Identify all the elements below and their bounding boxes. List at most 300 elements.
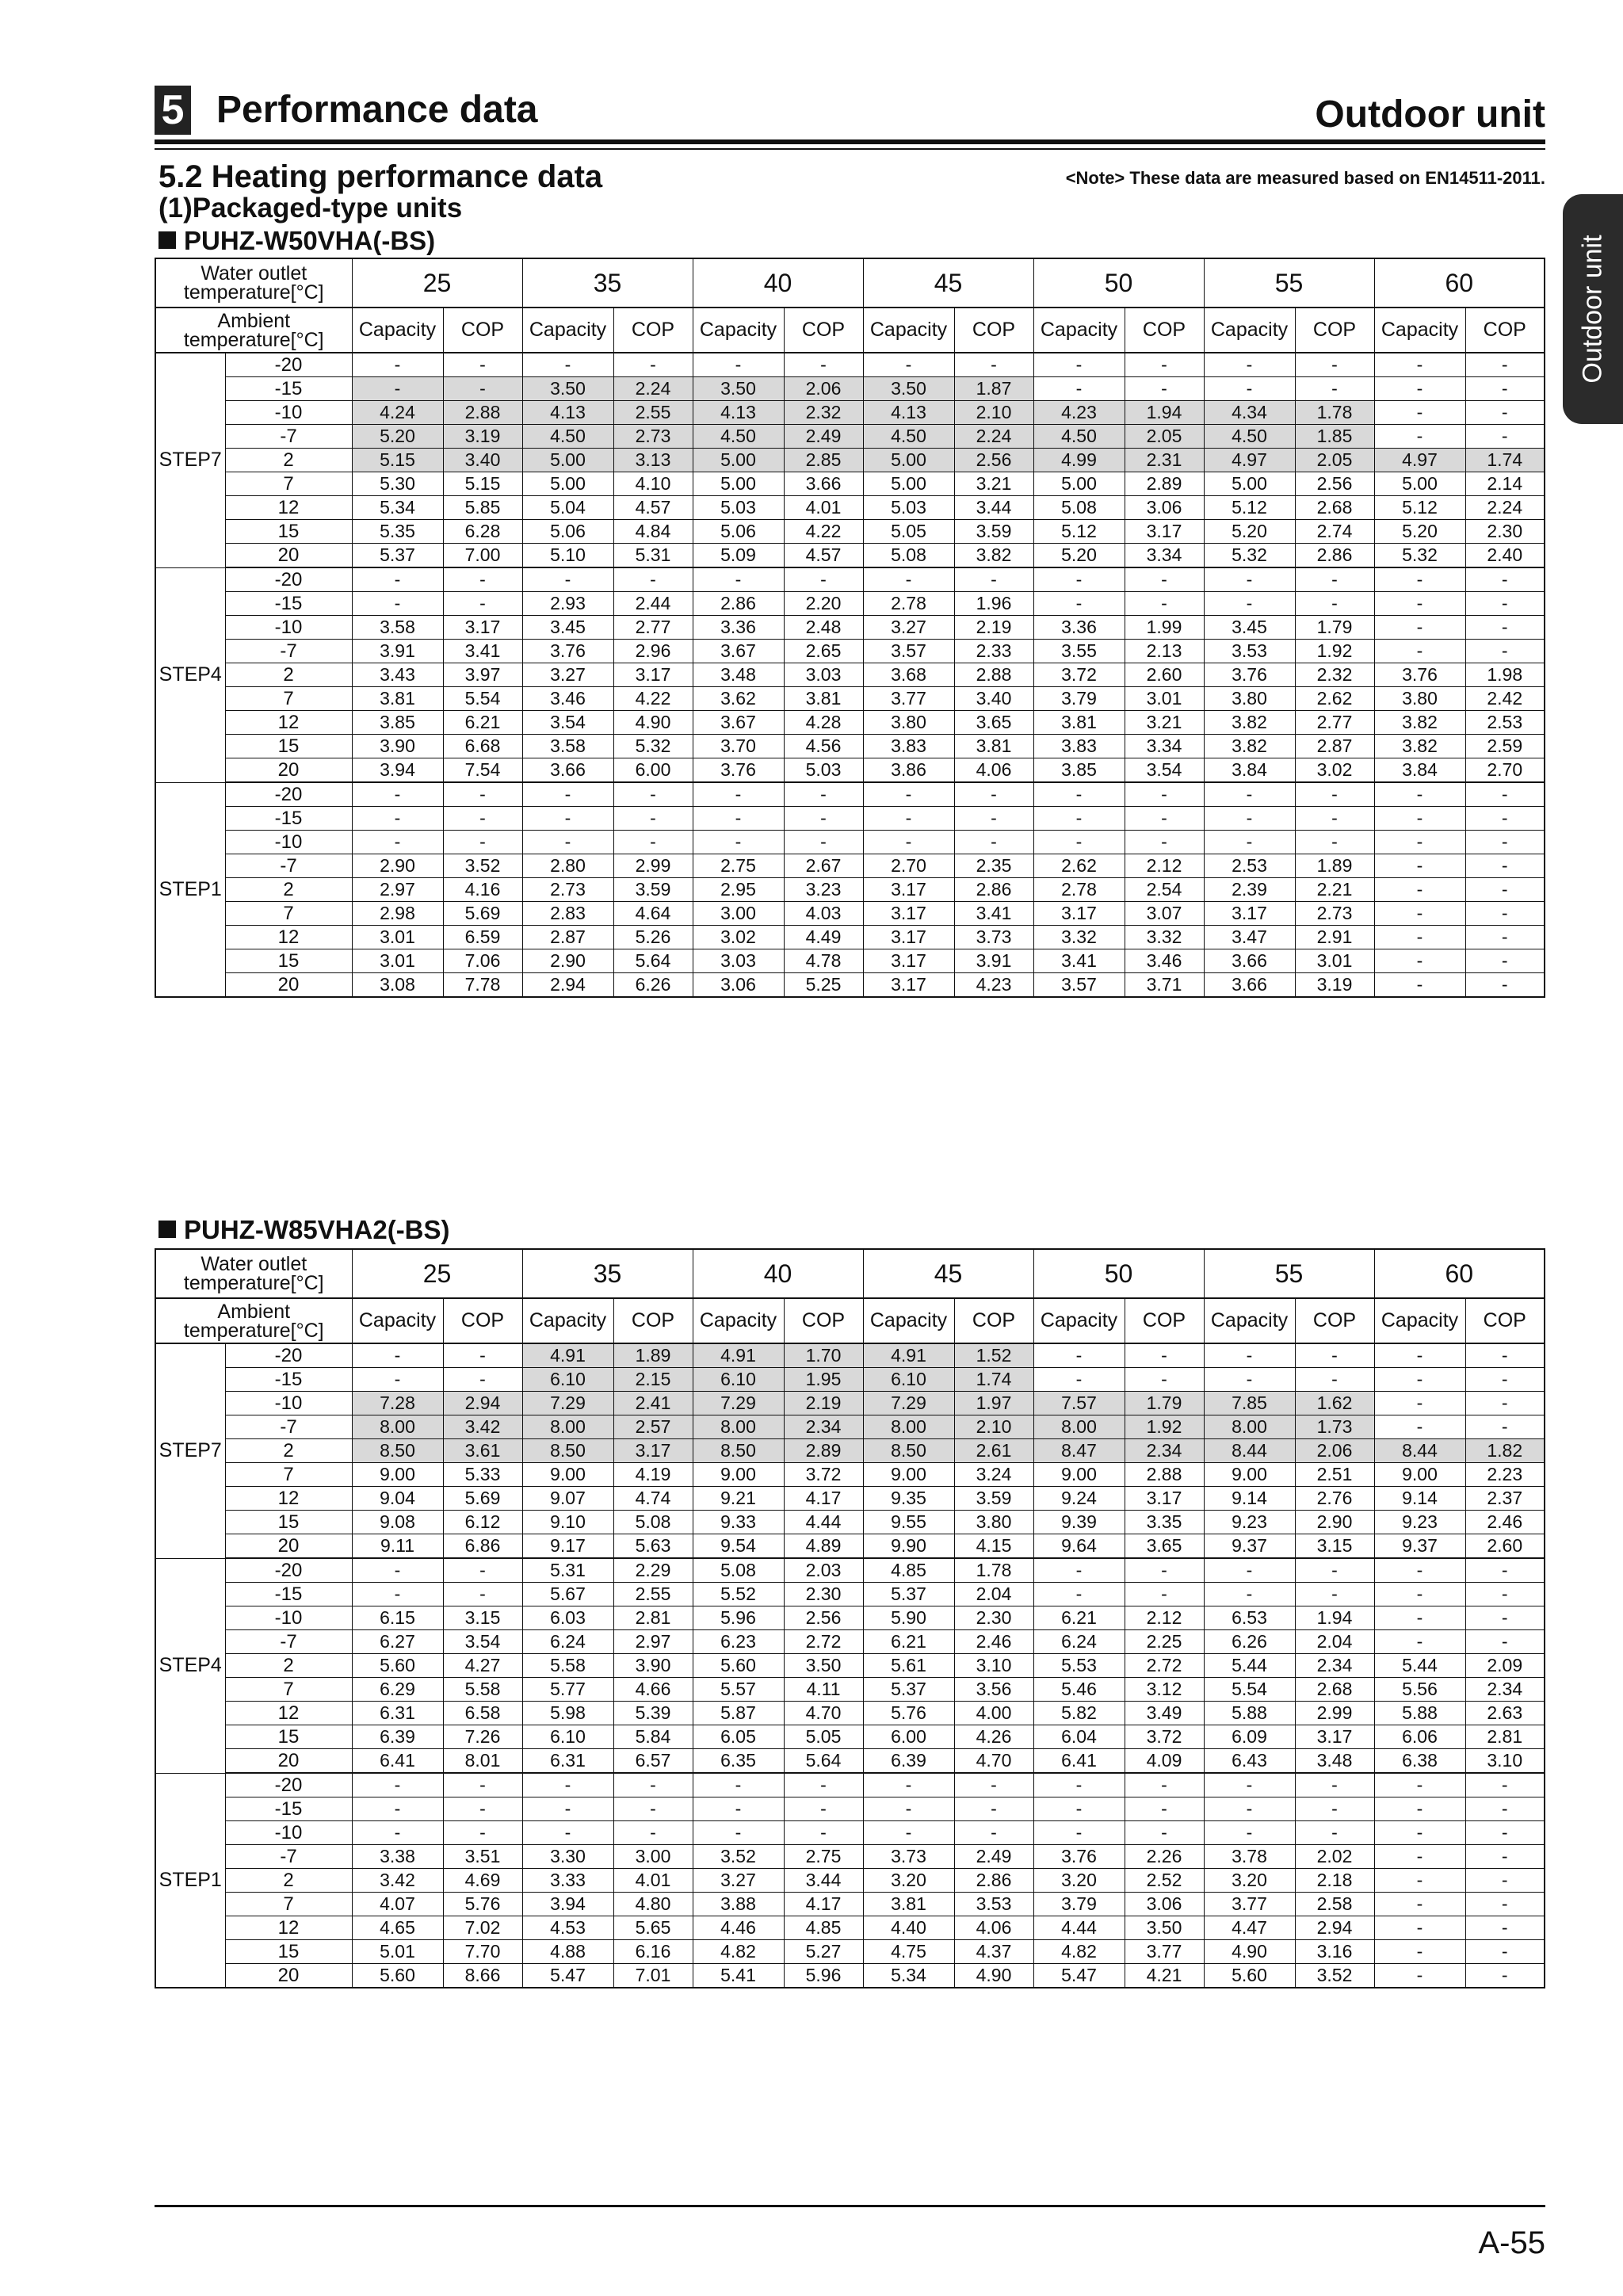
capacity-cell: - (1374, 1845, 1465, 1869)
table-row (155, 1392, 1545, 1415)
cop-cell: 3.50 (1125, 1916, 1204, 1940)
cop-cell: - (1125, 1797, 1204, 1821)
capacity-cell: 4.50 (693, 425, 784, 449)
cop-cell: 2.94 (443, 1392, 522, 1415)
cop-cell: 5.33 (443, 1463, 522, 1487)
capacity-cell: 5.88 (1374, 1702, 1465, 1725)
capacity-cell: 9.17 (522, 1534, 613, 1559)
square-bullet-icon (158, 1221, 176, 1238)
capacity-cell: 3.76 (1204, 663, 1295, 687)
cop-cell: 4.22 (613, 687, 693, 711)
cop-cell: 5.03 (784, 758, 863, 783)
cop-cell: 2.18 (1295, 1869, 1374, 1893)
cop-cell: 2.99 (1295, 1702, 1374, 1725)
cop-cell: 3.48 (1295, 1749, 1374, 1774)
cop-cell: - (784, 782, 863, 807)
cop-cell: 2.77 (1295, 711, 1374, 735)
capacity-cell: 9.14 (1374, 1487, 1465, 1511)
cop-cell: 4.23 (954, 973, 1033, 998)
capacity-cell: 4.07 (352, 1893, 443, 1916)
cop-cell: - (443, 567, 522, 592)
capacity-cell: 6.10 (522, 1368, 613, 1392)
ambient-temp-cell: 15 (225, 520, 352, 544)
capacity-cell: 5.00 (863, 449, 954, 472)
capacity-cell: 2.78 (1033, 878, 1125, 902)
capacity-cell: - (1033, 1368, 1125, 1392)
capacity-cell: 4.65 (352, 1916, 443, 1940)
water-temp-35: 35 (522, 258, 693, 308)
cop-cell: - (613, 567, 693, 592)
cop-cell: - (954, 1773, 1033, 1797)
cop-cell: 2.34 (784, 1415, 863, 1439)
cop-cell: 2.25 (1125, 1630, 1204, 1654)
cop-cell: - (1465, 1630, 1545, 1654)
cop-cell: 2.12 (1125, 1606, 1204, 1630)
cop-header: COP (1125, 1298, 1204, 1343)
cop-cell: - (1465, 1392, 1545, 1415)
cop-cell: 2.06 (1295, 1439, 1374, 1463)
cop-cell: 3.40 (954, 687, 1033, 711)
cop-cell: 2.03 (784, 1558, 863, 1583)
cop-cell: 3.73 (954, 926, 1033, 949)
cop-cell: 2.49 (954, 1845, 1033, 1869)
cop-cell: - (1465, 401, 1545, 425)
water-outlet-label-line1: Water outlet (200, 1253, 307, 1275)
cop-cell: 3.17 (443, 616, 522, 640)
cop-cell: 2.20 (784, 592, 863, 616)
cop-cell: - (1295, 782, 1374, 807)
capacity-cell: 8.50 (693, 1439, 784, 1463)
cop-cell: 4.57 (784, 544, 863, 568)
cop-cell: 2.68 (1295, 1678, 1374, 1702)
cop-cell: 4.06 (954, 1916, 1033, 1940)
capacity-cell: 6.24 (522, 1630, 613, 1654)
water-temp-header-row (155, 258, 1545, 308)
cop-cell: 2.06 (784, 377, 863, 401)
cop-cell: 2.63 (1465, 1702, 1545, 1725)
cop-cell: 5.63 (613, 1534, 693, 1559)
capacity-cell: 3.66 (522, 758, 613, 783)
table-row (155, 1702, 1545, 1725)
capacity-cell: 9.33 (693, 1511, 784, 1534)
cop-cell: 5.27 (784, 1940, 863, 1964)
cop-cell: - (1465, 973, 1545, 998)
cop-cell: 2.29 (613, 1558, 693, 1583)
capacity-cell: 4.13 (693, 401, 784, 425)
cop-cell: 4.01 (784, 496, 863, 520)
capacity-cell: 5.03 (693, 496, 784, 520)
capacity-cell: - (1033, 377, 1125, 401)
cop-cell: 5.05 (784, 1725, 863, 1749)
capacity-cell: 3.84 (1374, 758, 1465, 783)
cop-cell: 3.00 (613, 1845, 693, 1869)
table-row (155, 831, 1545, 854)
capacity-cell: 5.60 (1204, 1964, 1295, 1988)
cop-cell: - (1465, 1940, 1545, 1964)
cop-cell: 4.22 (784, 520, 863, 544)
capacity-cell: 8.44 (1374, 1439, 1465, 1463)
capacity-cell: - (522, 1773, 613, 1797)
cop-cell: 2.49 (784, 425, 863, 449)
cop-cell: 3.12 (1125, 1678, 1204, 1702)
capacity-cell: 5.82 (1033, 1702, 1125, 1725)
cop-cell: - (1465, 1583, 1545, 1606)
ambient-temp-cell: 15 (225, 949, 352, 973)
cop-cell: 2.48 (784, 616, 863, 640)
ambient-temp-cell: -20 (225, 1558, 352, 1583)
cop-cell: 3.17 (1125, 520, 1204, 544)
capacity-cell: - (352, 567, 443, 592)
cop-header: COP (443, 1298, 522, 1343)
cop-cell: 3.32 (1125, 926, 1204, 949)
cop-cell: 2.87 (1295, 735, 1374, 758)
cop-cell: 4.49 (784, 926, 863, 949)
cop-cell: 2.09 (1465, 1654, 1545, 1678)
cop-cell: - (443, 1821, 522, 1845)
cop-cell: 2.73 (1295, 902, 1374, 926)
capacity-cell: 4.82 (1033, 1940, 1125, 1964)
table-row (155, 544, 1545, 568)
cop-cell: 3.82 (954, 544, 1033, 568)
cop-cell: 2.68 (1295, 496, 1374, 520)
cop-cell: 1.74 (954, 1368, 1033, 1392)
capacity-cell: - (1374, 1821, 1465, 1845)
cop-cell: 2.56 (1295, 472, 1374, 496)
cop-cell: 1.98 (1465, 663, 1545, 687)
cop-cell: 4.15 (954, 1534, 1033, 1559)
capacity-cell: - (1374, 878, 1465, 902)
cop-cell: 3.15 (443, 1606, 522, 1630)
cop-cell: 3.03 (784, 663, 863, 687)
cop-cell: 2.19 (954, 616, 1033, 640)
capacity-cell: - (522, 782, 613, 807)
capacity-cell: 3.20 (863, 1869, 954, 1893)
cop-cell: - (1465, 878, 1545, 902)
cop-cell: - (443, 592, 522, 616)
step-label-step1: STEP1 (155, 782, 225, 997)
capacity-cell: 7.28 (352, 1392, 443, 1415)
cop-header: COP (784, 1298, 863, 1343)
cop-cell: 4.17 (784, 1893, 863, 1916)
cop-cell: 2.34 (1125, 1439, 1204, 1463)
capacity-cell: 3.50 (522, 377, 613, 401)
capacity-cell: 5.35 (352, 520, 443, 544)
cop-cell: 2.05 (1295, 449, 1374, 472)
capacity-cell: 4.44 (1033, 1916, 1125, 1940)
capacity-cell: 9.00 (1033, 1463, 1125, 1487)
cop-header: COP (1465, 1298, 1545, 1343)
ambient-label (155, 308, 352, 353)
cop-cell: 5.25 (784, 973, 863, 998)
cop-cell: 5.26 (613, 926, 693, 949)
capacity-cell: - (522, 1821, 613, 1845)
capacity-cell: 5.00 (1374, 472, 1465, 496)
cop-cell: 6.28 (443, 520, 522, 544)
capacity-cell: 9.00 (1374, 1463, 1465, 1487)
capacity-cell: 9.23 (1204, 1511, 1295, 1534)
capacity-cell: 8.47 (1033, 1439, 1125, 1463)
cop-cell: 4.64 (613, 902, 693, 926)
water-temp-50: 50 (1033, 258, 1204, 308)
cop-cell: 3.59 (954, 520, 1033, 544)
ambient-label-line1: Ambient (217, 309, 291, 332)
capacity-cell: 5.58 (522, 1654, 613, 1678)
cop-cell: 2.56 (784, 1606, 863, 1630)
cop-cell: 7.78 (443, 973, 522, 998)
capacity-cell: 3.82 (1374, 711, 1465, 735)
cop-cell: 5.54 (443, 687, 522, 711)
cop-cell: 7.06 (443, 949, 522, 973)
capacity-cell: 3.38 (352, 1845, 443, 1869)
table-row (155, 1869, 1545, 1893)
capacity-cell: 3.57 (1033, 973, 1125, 998)
table-row (155, 782, 1545, 807)
ambient-temp-cell: -10 (225, 1392, 352, 1415)
cop-cell: 2.12 (1125, 854, 1204, 878)
capacity-cell: 5.31 (522, 1558, 613, 1583)
capacity-header: Capacity (693, 308, 784, 353)
cop-cell: 2.37 (1465, 1487, 1545, 1511)
capacity-cell: 3.42 (352, 1869, 443, 1893)
capacity-cell: 3.20 (1033, 1869, 1125, 1893)
cop-cell: 3.51 (443, 1845, 522, 1869)
table-row (155, 1415, 1545, 1439)
water-outlet-label-line1: Water outlet (200, 262, 307, 285)
capacity-cell: 4.13 (863, 401, 954, 425)
cop-cell: 2.05 (1125, 425, 1204, 449)
cop-cell: 3.44 (954, 496, 1033, 520)
cop-cell: - (954, 353, 1033, 377)
capacity-cell: 2.39 (1204, 878, 1295, 902)
capacity-cell: - (1374, 926, 1465, 949)
ambient-temp-cell: -7 (225, 1845, 352, 1869)
cop-cell: - (1125, 1773, 1204, 1797)
cop-cell: 2.30 (1465, 520, 1545, 544)
capacity-cell: 6.10 (522, 1725, 613, 1749)
capacity-cell: - (1204, 567, 1295, 592)
cop-cell: 2.89 (784, 1439, 863, 1463)
cop-cell: 4.85 (784, 1916, 863, 1940)
cop-cell: 3.53 (954, 1893, 1033, 1916)
ambient-temp-cell: 20 (225, 1534, 352, 1559)
cop-cell: - (1125, 831, 1204, 854)
section-title: Performance data (216, 89, 538, 131)
cop-cell: 3.15 (1295, 1534, 1374, 1559)
cop-cell: 5.69 (443, 902, 522, 926)
capacity-cell: 3.58 (352, 616, 443, 640)
capacity-header: Capacity (1374, 308, 1465, 353)
cop-cell: 2.85 (784, 449, 863, 472)
capacity-cell: 5.44 (1204, 1654, 1295, 1678)
capacity-cell: 8.44 (1204, 1439, 1295, 1463)
cop-cell: 2.40 (1465, 544, 1545, 568)
ambient-temp-cell: 20 (225, 1749, 352, 1774)
ambient-temp-cell: 12 (225, 1916, 352, 1940)
capacity-cell: - (522, 807, 613, 831)
cop-cell: 1.52 (954, 1343, 1033, 1368)
cop-cell: - (784, 567, 863, 592)
cop-cell: 6.21 (443, 711, 522, 735)
capacity-cell: 2.98 (352, 902, 443, 926)
capacity-cell: - (1204, 1343, 1295, 1368)
capacity-cell: 5.87 (693, 1702, 784, 1725)
ambient-header-row (155, 308, 1545, 353)
cop-cell: - (443, 1343, 522, 1368)
capacity-cell: 5.12 (1033, 520, 1125, 544)
cop-cell: 6.86 (443, 1534, 522, 1559)
cop-cell: 4.10 (613, 472, 693, 496)
capacity-cell: - (1374, 854, 1465, 878)
cop-header: COP (443, 308, 522, 353)
cop-cell: - (613, 1797, 693, 1821)
cop-cell: 8.01 (443, 1749, 522, 1774)
table-row (155, 449, 1545, 472)
page-number: A-55 (1478, 2225, 1545, 2260)
capacity-cell: 7.29 (693, 1392, 784, 1415)
capacity-cell: 9.35 (863, 1487, 954, 1511)
water-temp-60: 60 (1374, 1249, 1545, 1298)
capacity-cell: 8.50 (352, 1439, 443, 1463)
table-row (155, 711, 1545, 735)
capacity-cell: 5.37 (352, 544, 443, 568)
capacity-cell: 2.90 (522, 949, 613, 973)
cop-cell: 3.59 (954, 1487, 1033, 1511)
capacity-cell: 3.57 (863, 640, 954, 663)
cop-cell: 1.99 (1125, 616, 1204, 640)
capacity-cell: 9.37 (1374, 1534, 1465, 1559)
capacity-cell: - (1374, 425, 1465, 449)
cop-cell: 3.17 (1295, 1725, 1374, 1749)
capacity-cell: 3.80 (1204, 687, 1295, 711)
table-row (155, 1630, 1545, 1654)
capacity-cell: - (863, 1773, 954, 1797)
cop-cell: 6.26 (613, 973, 693, 998)
capacity-cell: - (1204, 1797, 1295, 1821)
water-outlet-label (155, 1249, 352, 1298)
cop-cell: 2.86 (1295, 544, 1374, 568)
capacity-cell: 3.76 (522, 640, 613, 663)
capacity-header: Capacity (863, 308, 954, 353)
capacity-cell: 6.10 (863, 1368, 954, 1392)
capacity-cell: 4.23 (1033, 401, 1125, 425)
capacity-cell: - (1374, 1940, 1465, 1964)
capacity-cell: 3.58 (522, 735, 613, 758)
capacity-cell: 8.00 (522, 1415, 613, 1439)
capacity-cell: 8.00 (863, 1415, 954, 1439)
ambient-temp-cell: 7 (225, 687, 352, 711)
cop-cell: - (1465, 1368, 1545, 1392)
cop-cell: - (1465, 831, 1545, 854)
ambient-temp-cell: 12 (225, 496, 352, 520)
capacity-cell: 5.56 (1374, 1678, 1465, 1702)
capacity-cell: 5.12 (1374, 496, 1465, 520)
capacity-cell: - (1204, 1558, 1295, 1583)
capacity-cell: 3.52 (693, 1845, 784, 1869)
cop-cell: - (1465, 949, 1545, 973)
cop-cell: - (784, 1797, 863, 1821)
cop-cell: 2.97 (613, 1630, 693, 1654)
cop-cell: - (784, 353, 863, 377)
cop-cell: 2.67 (784, 854, 863, 878)
cop-cell: 4.66 (613, 1678, 693, 1702)
cop-cell: 3.81 (954, 735, 1033, 758)
cop-cell: 1.70 (784, 1343, 863, 1368)
capacity-cell: - (1033, 1773, 1125, 1797)
cop-cell: - (1125, 1583, 1204, 1606)
capacity-cell: 8.50 (522, 1439, 613, 1463)
table-row (155, 1487, 1545, 1511)
capacity-cell: 5.20 (352, 425, 443, 449)
capacity-header: Capacity (352, 1298, 443, 1343)
capacity-cell: 4.47 (1204, 1916, 1295, 1940)
cop-cell: 3.97 (443, 663, 522, 687)
capacity-cell: - (863, 782, 954, 807)
capacity-cell: - (1374, 1869, 1465, 1893)
capacity-cell: - (1033, 353, 1125, 377)
ambient-temp-cell: 12 (225, 711, 352, 735)
table-row (155, 926, 1545, 949)
capacity-cell: - (352, 592, 443, 616)
capacity-cell: 3.76 (693, 758, 784, 783)
capacity-cell: - (1374, 1630, 1465, 1654)
ambient-temp-cell: -7 (225, 1630, 352, 1654)
capacity-cell: 6.23 (693, 1630, 784, 1654)
capacity-cell: 3.17 (863, 902, 954, 926)
cop-header: COP (784, 308, 863, 353)
capacity-cell: 5.77 (522, 1678, 613, 1702)
step-label-step4: STEP4 (155, 567, 225, 782)
cop-cell: 5.96 (784, 1964, 863, 1988)
cop-cell: - (1295, 1558, 1374, 1583)
ambient-temp-cell: -15 (225, 592, 352, 616)
cop-cell: 3.91 (954, 949, 1033, 973)
water-temp-45: 45 (863, 1249, 1033, 1298)
cop-cell: 7.54 (443, 758, 522, 783)
capacity-cell: - (1033, 1558, 1125, 1583)
table-row (155, 1916, 1545, 1940)
ambient-temp-cell: 12 (225, 926, 352, 949)
water-outlet-label (155, 258, 352, 308)
capacity-cell: 3.03 (693, 949, 784, 973)
cop-cell: 4.03 (784, 902, 863, 926)
cop-cell: - (1295, 567, 1374, 592)
cop-cell: 2.14 (1465, 472, 1545, 496)
table-row (155, 1940, 1545, 1964)
capacity-cell: 4.34 (1204, 401, 1295, 425)
capacity-cell: 2.78 (863, 592, 954, 616)
cop-cell: 2.81 (613, 1606, 693, 1630)
cop-cell: 2.46 (954, 1630, 1033, 1654)
step-label-step7: STEP7 (155, 1343, 225, 1558)
capacity-cell: 8.00 (1033, 1415, 1125, 1439)
cop-cell: 2.73 (613, 425, 693, 449)
capacity-cell: - (352, 353, 443, 377)
capacity-cell: 5.03 (863, 496, 954, 520)
cop-cell: 2.91 (1295, 926, 1374, 949)
capacity-cell: 6.31 (522, 1749, 613, 1774)
capacity-cell: - (1374, 949, 1465, 973)
side-tab-label: Outdoor unit (1577, 235, 1608, 384)
cop-cell: 4.57 (613, 496, 693, 520)
cop-cell: 2.32 (1295, 663, 1374, 687)
cop-cell: 3.61 (443, 1439, 522, 1463)
cop-cell: - (1125, 807, 1204, 831)
ambient-label-line1: Ambient (217, 1300, 291, 1323)
capacity-cell: 3.68 (863, 663, 954, 687)
capacity-cell: 3.79 (1033, 1893, 1125, 1916)
capacity-cell: - (1204, 353, 1295, 377)
capacity-cell: 5.20 (1033, 544, 1125, 568)
